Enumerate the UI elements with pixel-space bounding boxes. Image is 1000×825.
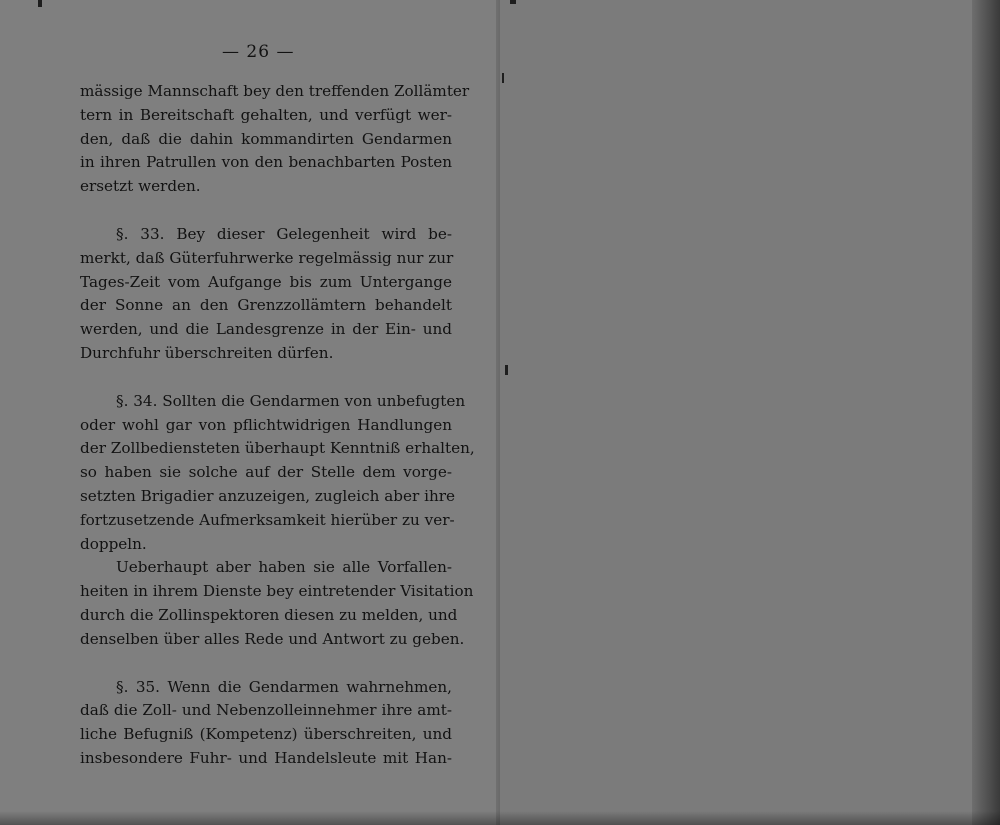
top-center-scan-mark xyxy=(510,0,516,4)
text-line: werden, und die Landesgrenze in der Ein- und xyxy=(80,320,452,339)
gutter-mark xyxy=(502,73,504,83)
text-line: doppeln. xyxy=(80,534,147,553)
text-line: fortzusetzende Aufmerksamkeit hierüber zu ver- xyxy=(80,510,455,529)
paragraph-left-4 xyxy=(80,556,474,651)
text-line: tern in Bereitschaft gehalten, und verfügt wer- xyxy=(80,105,452,124)
text-line: insbesondere Fuhr- und Handelsleute mit Han- xyxy=(80,748,452,767)
text-line: oder wohl gar von pflichtwidrigen Handlungen xyxy=(80,415,452,434)
gutter-mark-2 xyxy=(505,365,508,375)
text-line: Tages-Zeit vom Aufgange bis zum Untergange xyxy=(80,272,452,291)
top-left-scan-mark xyxy=(38,0,42,7)
text-line: §. 33. Bey dieser Gelegenheit wird be- xyxy=(116,224,452,243)
paragraph-section-33 xyxy=(80,223,452,366)
text-line: durch die Zollinspektoren diesen zu melden, und xyxy=(80,605,458,624)
text-line: denselben über alles Rede und Antwort zu geben. xyxy=(80,629,465,648)
text-line: daß die Zoll- und Nebenzolleinnehmer ihre amt- xyxy=(80,701,452,720)
paragraph-left-1 xyxy=(80,80,470,199)
text-line: der Sonne an den Grenzzollämtern behandelt xyxy=(80,296,452,315)
bottom-edge-shadow xyxy=(0,811,1000,825)
text-line: so haben sie solche auf der Stelle dem vorge- xyxy=(80,463,452,482)
text-line: setzten Brigadier anzuzeigen, zugleich aber ihre xyxy=(80,486,455,505)
text-line: liche Befugniß (Kompetenz) überschreiten, und xyxy=(80,725,452,744)
text-line: den, daß die dahin kommandirten Gendarmen xyxy=(80,129,452,148)
text-line: merkt, daß Güterfuhrwerke regelmässig nur zur xyxy=(80,248,454,267)
paragraph-section-35 xyxy=(80,676,452,771)
text-line: Ueberhaupt aber haben sie alle Vorfallen- xyxy=(116,558,452,577)
text-line: §. 35. Wenn die Gendarmen wahrnehmen, xyxy=(116,677,452,696)
text-line: heiten in ihrem Dienste bey eintretender Visitation xyxy=(80,582,474,601)
text-line: in ihren Patrullen von den benachbarten Posten xyxy=(80,153,452,172)
right-edge-shadow xyxy=(972,0,1000,825)
text-line: §. 34. Sollten die Gendarmen von unbefugten xyxy=(116,391,466,410)
text-line: Durchfuhr überschreiten dürfen. xyxy=(80,343,334,362)
text-line: mässige Mannschaft bey den treffenden Zollämter xyxy=(80,82,470,100)
text-line: ersetzt werden. xyxy=(80,177,201,196)
right-page xyxy=(500,0,1000,825)
paragraph-section-34 xyxy=(80,390,475,557)
text-line: der Zollbediensteten überhaupt Kenntniß erhalten, xyxy=(80,439,475,458)
page-number-left: — 26 — xyxy=(222,42,295,62)
left-page-text xyxy=(80,80,475,771)
